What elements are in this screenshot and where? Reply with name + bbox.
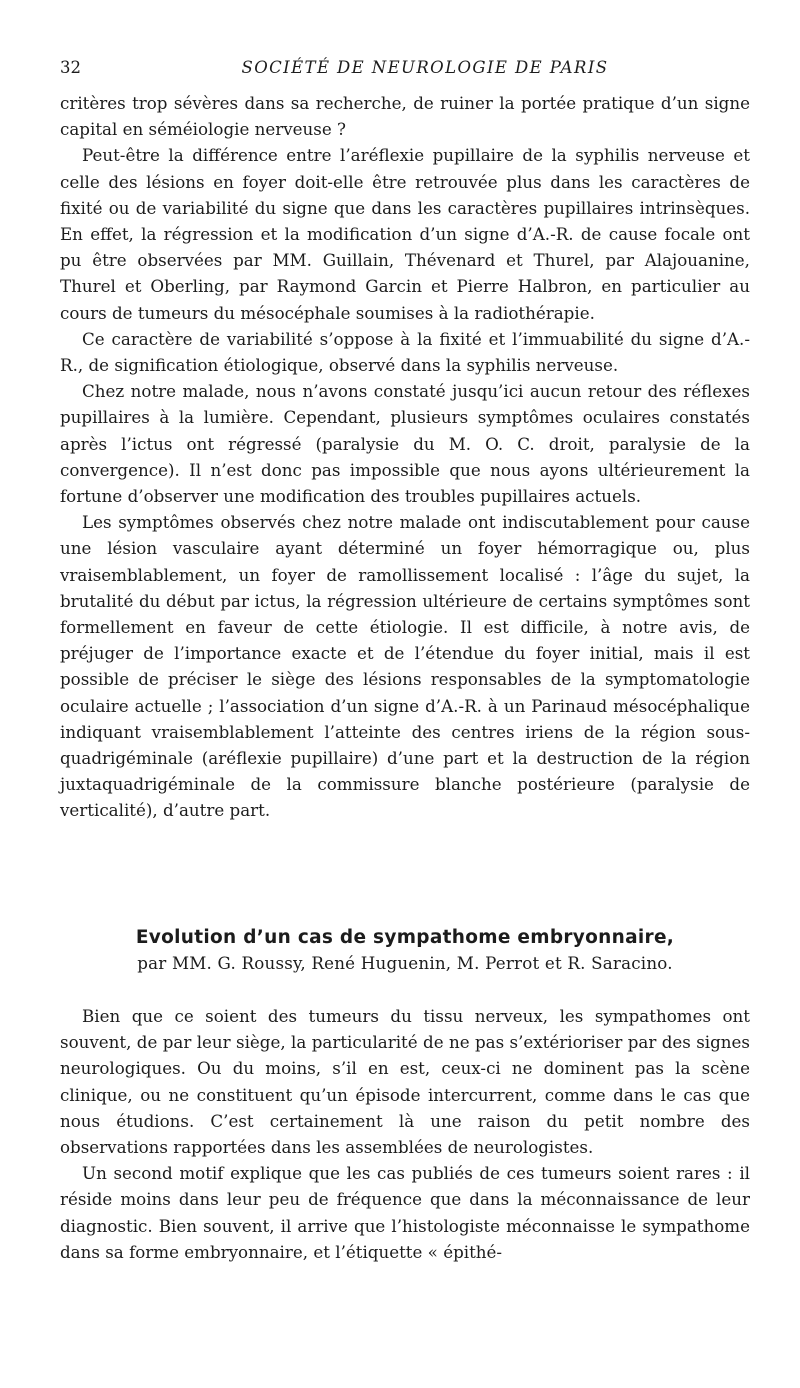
- paragraph: Chez notre malade, nous n’avons constaté jusqu’ici aucun retour des réflexes pupillaires à la lumière. Cependant, plusieurs symptômes oculaires constatés après l’ictus ont régressé (paralysie du M. O. C. droit, paralysie de la convergence). Il n’est donc pas impossible que nous ayons ultérieurement la fortune d’observer une modification des troubles pupillaires actuels.: [60, 381, 750, 507]
- paragraph: critères trop sévères dans sa recherche, de ruiner la portée pratique d’un signe capital en séméiologie nerveuse ?: [60, 93, 750, 140]
- paragraph: Un second motif explique que les cas publiés de ces tumeurs soient rares : il réside moins dans leur peu de fréquence que dans la méconnaissance de leur diagnostic. Bien souvent, il arrive que l’histologiste méconnaisse le sympathome dans sa forme embryonnaire, et l’étiquette « épithé-: [60, 1163, 750, 1262]
- article-authors: par MM. G. Roussy, René Huguenin, M. Perrot et R. Saracino.: [137, 953, 673, 973]
- paragraph: Peut-être la différence entre l’aréflexie pupillaire de la syphilis nerveuse et celle des lésions en foyer doit-elle être retrouvée plus dans les caractères de fixité ou de variabilité du signe que dans les caractères pupillaires intrinsèques. En effet, la régression et la modification d’un signe d’A.-R. de cause focale ont pu être observées par MM. Guillain, Thévenard et Thurel, par Alajouanine, Thurel et Oberling, par Raymond Garcin et Pierre Halbron, en particulier au cours de tumeurs du mésocéphale soumises à la radiothérapie.: [60, 145, 750, 323]
- running-title: SOCIÉTÉ DE NEUROLOGIE DE PARIS: [241, 58, 609, 77]
- article-body: [60, 1003, 750, 1265]
- page-number: 32: [60, 58, 81, 77]
- paragraph: Les symptômes observés chez notre malade ont indiscutablement pour cause une lésion vasculaire ayant déterminé un foyer hémorragique ou, plus vraisemblablement, un foyer de ramollissement localisé : l’âge du sujet, la brutalité du début par ictus, la régression ultérieure de certains symptômes sont formellement en faveur de cette étiologie. Il est difficile, à notre avis, de préjuger de l’importance exacte et de l’étendue du foyer initial, mais il est possible de préciser le siège des lésions responsables de la symptomatologie oculaire actuelle ; l’association d’un signe d’A.-R. à un Parinaud mésocéphalique indiquant vraisemblablement l’atteinte des centres iriens de la région sous-quadrigéminale (aréflexie pupillaire) d’une part et la destruction de la région juxtaquadrigéminale de la commissure blanche postérieure (paralysie de verticalité), d’autre part.: [60, 512, 750, 821]
- article-title: Evolution d’un cas de sympathome embryonnaire,: [135, 927, 675, 948]
- section-continuation: [60, 90, 750, 824]
- paragraph: Bien que ce soient des tumeurs du tissu nerveux, les sympathomes ont souvent, de par leur siège, la particularité de ne pas s’extérioriser par des signes neurologiques. Ou du moins, s’il en est, ceux-ci ne dominent pas la scène clinique, ou ne constituent qu’un épisode intercurrent, comme dans le cas que nous étudions. C’est certainement là une raison du petit nombre des observations rapportées dans les assemblées de neurologistes.: [60, 1006, 750, 1158]
- page-header: [60, 58, 750, 82]
- paragraph: Ce caractère de variabilité s’oppose à la fixité et l’immuabilité du signe d’A.-R., de signification étiologique, observé dans la syphilis nerveuse.: [60, 328, 750, 376]
